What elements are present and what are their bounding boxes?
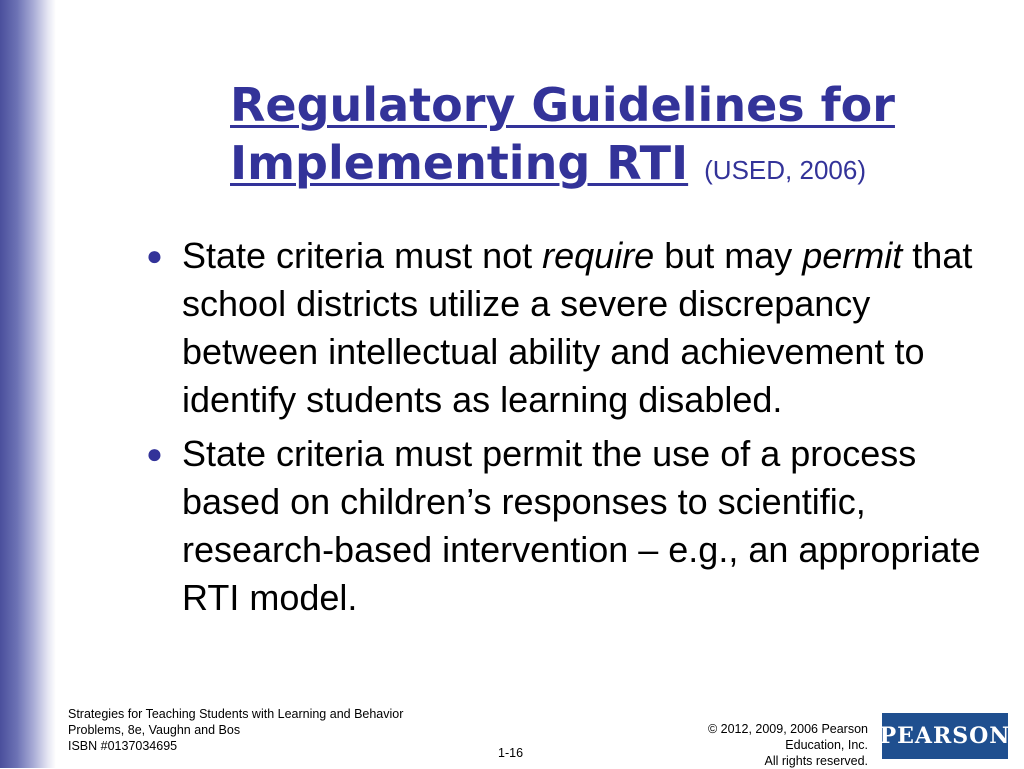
- bullet-icon: ●: [146, 438, 163, 469]
- bullet-item-1: [140, 232, 990, 424]
- copyright-line-1: © 2012, 2009, 2006 Pearson: [707, 722, 868, 736]
- bullet-2-text: State criteria must permit the use of a process based on children’s responses to scientific, research-based intervention – e.g., an appropriate RTI model.: [182, 433, 981, 618]
- footer-copyright: [640, 721, 868, 769]
- title-line-2: Implementing RTI: [230, 136, 689, 190]
- bullet-icon: ●: [146, 240, 163, 271]
- footer-book-line-2: Problems, 8e, Vaughn and Bos: [68, 723, 241, 737]
- bullet-1-emphasis-require: require: [542, 235, 655, 276]
- bullet-1-emphasis-permit: permit: [802, 235, 903, 276]
- footer-book-info: [68, 706, 488, 754]
- footer-book-line-1: Strategies for Teaching Students with Learning and Behavior: [68, 707, 404, 721]
- footer-isbn: ISBN #0137034695: [68, 739, 178, 753]
- bullet-item-2: [140, 430, 990, 622]
- bullet-1-text-end: that school districts utilize a severe discrepancy between intellectual ability and achievement to identify students as learning disabled.: [182, 235, 973, 420]
- slide-title: [230, 76, 950, 199]
- title-line-1: Regulatory Guidelines for: [230, 78, 895, 132]
- copyright-line-3: All rights reserved.: [764, 754, 868, 768]
- bullet-1-text-middle: but may: [654, 235, 803, 276]
- copyright-line-2: Education, Inc.: [785, 738, 868, 752]
- page-number: 1-16: [498, 746, 524, 760]
- pearson-logo: PEARSON: [882, 713, 1008, 759]
- bullet-list: [140, 232, 990, 628]
- title-citation: (USED, 2006): [704, 155, 866, 185]
- left-gradient-bar: [0, 0, 56, 768]
- bullet-1-text-start: State criteria must not: [182, 235, 543, 276]
